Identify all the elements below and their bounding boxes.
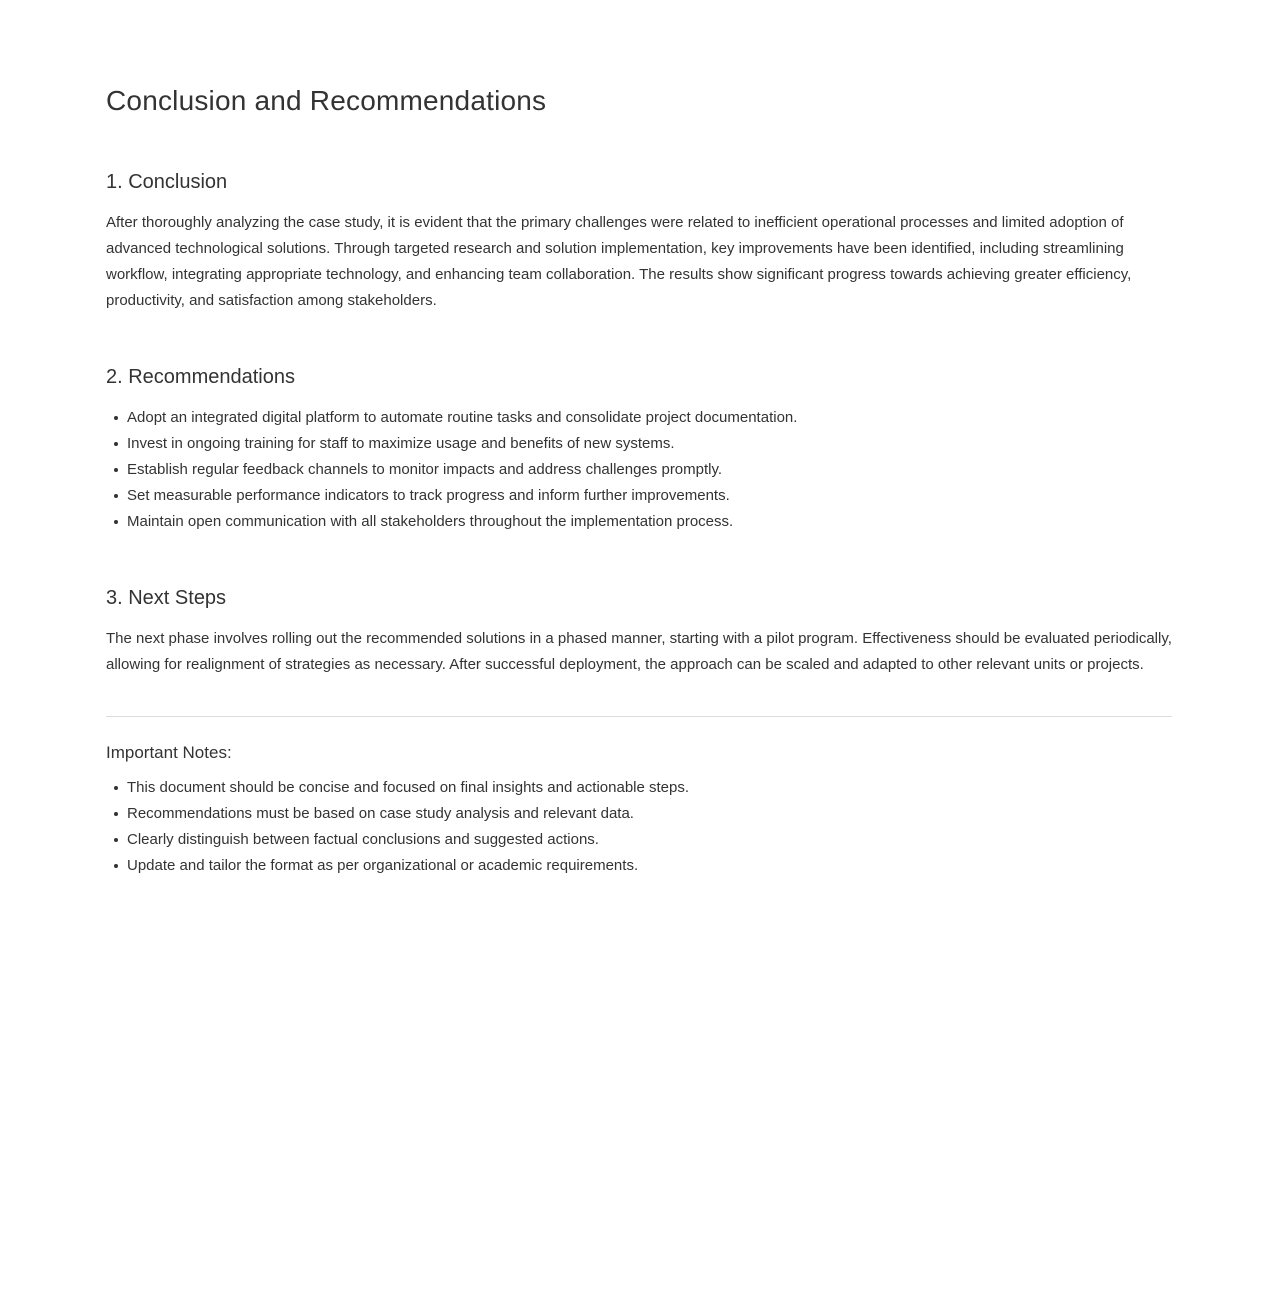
section-heading-recommendations: 2. Recommendations — [106, 365, 295, 388]
recommendations-list — [106, 405, 1172, 535]
page-title: Conclusion and Recommendations — [106, 85, 547, 116]
conclusion-paragraph: After thoroughly analyzing the case study, it is evident that the primary challenges were related to inefficient operational processes and limited adoption of advanced technological solutions. Through targeted research and solution implementation, key improvements have been identified, including streamlining workflow, integrating appropriate technology, and enhancing team collaboration. The results show significant progress towards achieving greater efficiency, productivity, and satisfaction among stakeholders. — [106, 213, 1132, 309]
list-item: Clearly distinguish between factual conclusions and suggested actions. — [127, 827, 1172, 853]
list-item: Recommendations must be based on case study analysis and relevant data. — [127, 801, 1172, 827]
list-item: Adopt an integrated digital platform to automate routine tasks and consolidate project documentation. — [127, 405, 1172, 431]
section-heading-conclusion: 1. Conclusion — [106, 170, 228, 193]
list-item: Update and tailor the format as per organizational or academic requirements. — [127, 853, 1172, 879]
list-item: Establish regular feedback channels to monitor impacts and address challenges promptly. — [127, 457, 1172, 483]
list-item: This document should be concise and focused on final insights and actionable steps. — [127, 775, 1172, 801]
important-notes-section — [106, 743, 1172, 879]
section-heading-next-steps: 3. Next Steps — [106, 586, 227, 609]
important-notes-heading: Important Notes: — [106, 742, 232, 762]
list-item: Maintain open communication with all stakeholders throughout the implementation process. — [127, 509, 1172, 535]
next-steps-paragraph: The next phase involves rolling out the recommended solutions in a phased manner, starting with a pilot program. Effectiveness should be evaluated periodically, allowing for realignment of strategies as necessary. After successful deployment, the approach can be scaled and adapted to other relevant units or projects. — [106, 629, 1172, 673]
list-item: Set measurable performance indicators to track progress and inform further improvements. — [127, 483, 1172, 509]
list-item: Invest in ongoing training for staff to maximize usage and benefits of new systems. — [127, 431, 1172, 457]
important-notes-list — [106, 775, 1172, 879]
section-divider — [106, 716, 1172, 717]
